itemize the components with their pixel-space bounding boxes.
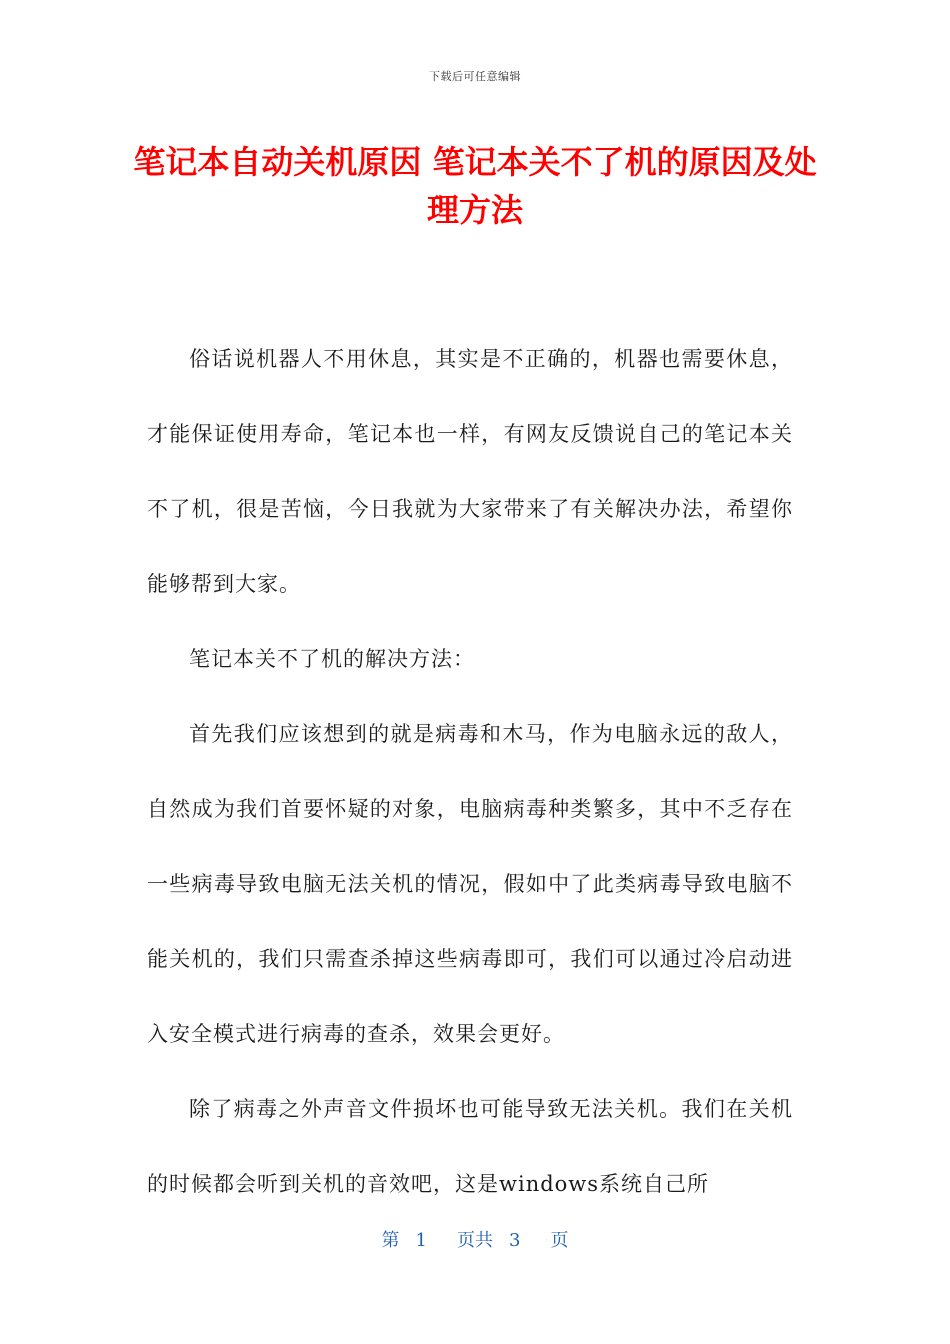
document-body — [147, 322, 793, 1222]
footer-mid: 页共 — [457, 1230, 493, 1251]
footer-suffix: 页 — [550, 1230, 569, 1251]
paragraph-4: 除了病毒之外声音文件损坏也可能导致无法关机。我们在关机的时候都会听到关机的音效吧，这是windows系统自己所 — [147, 1097, 793, 1196]
footer-total-pages: 3 — [509, 1230, 521, 1251]
header-note: 下载后可任意编辑 — [429, 70, 521, 83]
page-footer — [0, 1226, 950, 1252]
paragraph-3: 首先我们应该想到的就是病毒和木马，作为电脑永远的敌人，自然成为我们首要怀疑的对象，电脑病毒种类繁多，其中不乏存在一些病毒导致电脑无法关机的情况，假如中了此类病毒导致电脑不能关机的，我们只需查杀掉这些病毒即可，我们可以通过冷启动进入安全模式进行病毒的查杀，效果会更好。 — [147, 722, 793, 1046]
paragraph-2: 笔记本关不了机的解决方法： — [189, 647, 475, 671]
paragraph-1: 俗话说机器人不用休息，其实是不正确的，机器也需要休息，才能保证使用寿命，笔记本也一样，有网友反馈说自己的笔记本关不了机，很是苦恼，今日我就为大家带来了有关解决办法，希望你能够帮到大家。 — [147, 347, 793, 596]
footer-prefix: 第 — [381, 1230, 400, 1251]
footer-page-number: 1 — [415, 1230, 427, 1251]
document-title: 笔记本自动关机原因 笔记本关不了机的原因及处理方法 — [133, 143, 817, 229]
